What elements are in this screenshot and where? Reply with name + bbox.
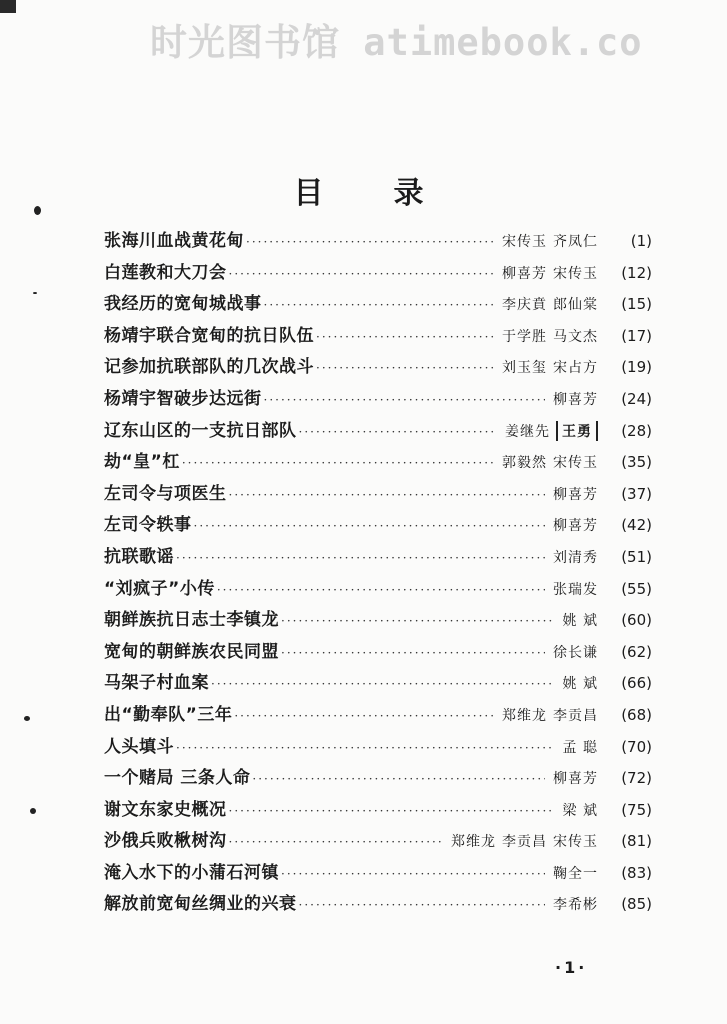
entry-author: 柳喜芳 — [502, 265, 547, 282]
entry-title: 白莲教和大刀会 — [104, 262, 227, 283]
toc-entry — [104, 352, 652, 384]
entry-author: 郎仙棠 — [553, 297, 598, 314]
entry-page: (17) — [621, 326, 652, 345]
entry-title: 张海川血战黄花甸 — [104, 231, 244, 251]
toc-entry — [104, 289, 652, 321]
toc-entry — [104, 479, 652, 511]
ink-speck — [24, 716, 30, 721]
entry-title: 淹入水下的小蒲石河镇 — [104, 862, 279, 883]
entry-page: (62) — [621, 642, 652, 661]
dot-leader — [299, 898, 546, 912]
entry-author: 梁 斌 — [562, 802, 598, 819]
entry-page: (37) — [621, 484, 652, 503]
entry-page: (15) — [621, 295, 652, 314]
entry-title: 抗联歌谣 — [104, 546, 174, 567]
entry-page: (85) — [621, 895, 652, 914]
entry-title: 辽东山区的一支抗日部队 — [104, 420, 297, 441]
entry-author: 马文杰 — [553, 328, 598, 345]
entry-title: 一个赌局 三条人命 — [104, 768, 251, 789]
toc-entry — [104, 605, 652, 637]
entry-title: 出“勤奉队”三年 — [104, 704, 233, 725]
entry-author: 孟 聪 — [562, 739, 598, 756]
entry-title: 记参加抗联部队的几次战斗 — [104, 357, 314, 378]
toc-entry — [104, 668, 652, 700]
entry-author: 郭毅然 — [502, 455, 547, 472]
entry-page: (24) — [621, 389, 652, 408]
toc-entry — [104, 226, 652, 258]
dot-leader — [299, 425, 498, 439]
toc-entry — [104, 826, 652, 858]
entry-author: 齐凤仁 — [553, 234, 598, 250]
dot-leader — [211, 677, 555, 691]
dot-leader — [264, 393, 546, 407]
entry-title: 左司令轶事 — [104, 515, 192, 536]
toc-entry — [104, 700, 652, 732]
dot-leader — [194, 519, 546, 533]
entry-page: (12) — [621, 263, 652, 282]
entry-page: (83) — [621, 863, 652, 882]
toc-entry — [104, 258, 652, 290]
entry-title: 杨靖宇智破步达远街 — [104, 388, 262, 409]
dot-leader — [229, 267, 495, 281]
entry-page: (28) — [621, 421, 652, 440]
entry-author: 姚 斌 — [562, 613, 598, 630]
toc-entry — [104, 795, 652, 827]
entry-title: 宽甸的朝鲜族农民同盟 — [104, 641, 279, 662]
entry-title: “刘疯子”小传 — [104, 578, 215, 599]
entry-author: 刘清秀 — [553, 549, 598, 566]
entry-author: 郑维龙 — [502, 707, 547, 724]
dot-leader — [176, 551, 545, 565]
entry-page: (66) — [621, 674, 652, 693]
table-of-contents — [104, 226, 652, 921]
dot-leader — [229, 835, 444, 849]
toc-entry — [104, 732, 652, 764]
dot-leader — [217, 583, 545, 597]
entry-author: 于学胜 — [502, 328, 547, 345]
dot-leader — [176, 741, 555, 755]
entry-title: 朝鲜族抗日志士李镇龙 — [104, 610, 279, 631]
entry-author: 姚 斌 — [562, 676, 598, 693]
entry-author: 李希彬 — [553, 897, 598, 914]
entry-title: 沙俄兵败楸树沟 — [104, 831, 227, 852]
entry-title: 谢文东家史概况 — [104, 799, 227, 820]
toc-entry — [104, 637, 652, 669]
corner-mark — [0, 0, 16, 13]
entry-author: 柳喜芳 — [553, 771, 598, 788]
entry-author: 李贡昌 — [553, 707, 598, 724]
entry-author: 徐长谦 — [553, 644, 598, 661]
watermark: 时光图书馆 atimebook.co — [150, 21, 643, 64]
entry-page: (60) — [621, 611, 652, 630]
entry-author: 郑维龙 — [451, 834, 496, 851]
dot-leader — [252, 772, 545, 786]
entry-page: (51) — [621, 547, 652, 566]
entry-page: (55) — [621, 579, 652, 598]
page-title: 目录 — [293, 176, 494, 212]
entry-title: 杨靖宇联合宽甸的抗日队伍 — [104, 325, 314, 346]
dot-leader — [246, 235, 494, 249]
entry-page: (1) — [630, 232, 652, 250]
entry-page: (68) — [621, 705, 652, 724]
dot-leader — [234, 709, 494, 723]
entry-title: 左司令与项医生 — [104, 483, 227, 504]
toc-entry — [104, 889, 652, 921]
toc-entry — [104, 321, 652, 353]
entry-author: 宋占方 — [553, 360, 598, 377]
entry-title: 马架子村血案 — [104, 673, 209, 694]
entry-author: 柳喜芳 — [553, 518, 598, 535]
entry-author: 王勇 — [556, 421, 598, 441]
dot-leader — [281, 614, 555, 628]
entry-page: (75) — [621, 800, 652, 819]
toc-entry — [104, 447, 652, 479]
dot-leader — [264, 298, 495, 312]
entry-author: 姜继先 — [505, 423, 550, 440]
entry-author: 李贡昌 — [502, 834, 547, 851]
ink-speck — [30, 808, 36, 814]
entry-title: 解放前宽甸丝绸业的兴衰 — [104, 894, 297, 915]
dot-leader — [281, 646, 545, 660]
ink-speck — [33, 292, 37, 294]
dot-leader — [316, 330, 494, 344]
toc-entry — [104, 763, 652, 795]
entry-author: 刘玉玺 — [502, 360, 547, 377]
toc-entry — [104, 542, 652, 574]
dot-leader — [281, 867, 545, 881]
entry-page: (35) — [621, 453, 652, 472]
entry-author: 柳喜芳 — [553, 486, 598, 503]
dot-leader — [229, 488, 546, 502]
entry-title: 我经历的宽甸城战事 — [104, 294, 262, 315]
toc-entry — [104, 858, 652, 890]
entry-author: 宋传玉 — [553, 265, 598, 282]
entry-title: 劫“皇”杠 — [104, 452, 180, 473]
entry-author: 宋传玉 — [553, 455, 598, 472]
entry-author: 宋传玉 — [502, 234, 547, 250]
entry-page: (70) — [621, 737, 652, 756]
entry-author: 宋传玉 — [553, 834, 598, 851]
toc-entry — [104, 510, 652, 542]
dot-leader — [316, 361, 494, 375]
entry-author: 李庆賁 — [502, 297, 547, 314]
entry-page: (19) — [621, 358, 652, 377]
toc-entry — [104, 384, 652, 416]
entry-page: (81) — [621, 832, 652, 851]
entry-author: 鞠全一 — [553, 865, 598, 882]
entry-page: (42) — [621, 516, 652, 535]
toc-entry — [104, 574, 652, 606]
toc-entry — [104, 416, 652, 448]
page-number: ·1· — [555, 958, 588, 977]
entry-title: 人头填斗 — [104, 736, 174, 757]
entry-author: 张瑞发 — [553, 581, 598, 598]
entry-author: 柳喜芳 — [553, 391, 598, 408]
entry-page: (72) — [621, 769, 652, 788]
dot-leader — [182, 456, 494, 470]
dot-leader — [229, 804, 555, 818]
